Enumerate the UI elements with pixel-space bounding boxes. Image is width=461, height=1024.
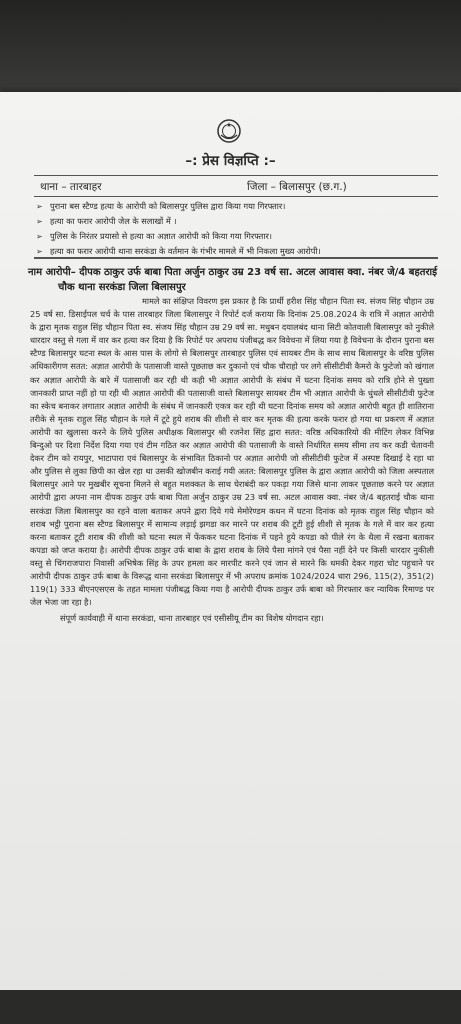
- background-bottom: [0, 990, 461, 1024]
- district-label: जिला – बिलासपुर (छ.ग.): [247, 181, 347, 193]
- arrow-bullet-icon: ➢: [36, 247, 43, 256]
- list-item: ➢ पुराना बस स्टैण्ड हत्या के आरोपी को बिलासपुर पुलिस द्वारा किया गया गिरफ्तार।: [36, 199, 436, 214]
- divider-header: [34, 196, 438, 197]
- arrow-bullet-icon: ➢: [36, 202, 43, 211]
- report-paragraph: मामले का संक्षिप्त विवरण इस प्रकार है कि प्रार्थी हरीश सिंह चौहान पिता स्व. संजय सिंह चौहान उम्र 25 वर्ष सा. डिसाईपल चर्च के पास तारबाहर जिला बिलासपुर ने रिपोर्ट दर्ज कराया कि दिनांक 25.08.2024 के रात्रि में अज्ञात आरोपी के द्वारा मृतक राहुल सिंह चौहान पिता स्व. संजय सिंह चौहान उम्र 29 वर्ष सा. मधुबन दयालबंद थाना सिटी कोतवाली बिलासपुर को नुकीले धारदार वस्तु से गला में वार कर हत्या कर दिया है कि रिपोर्ट पर अपराध पंजीबद्ध कर विवेचना में लिया गया है विवेचना के दौरान पुराना बस स्टैण्ड बिलासपुर घटना स्थल के आस पास के लोगो से बिलासपुर तारबाहर पुलिस एवं सायबर टीम के साथ साथ बिलासपुर के वरिष्ठ पुलिस अधिकारीगण सतत: अज्ञात आरोपी के पतासाजी वास्ते पूछताछ कर दुकानो एवं चौक चौराहो पर लगे सीसीटीवी कैमरो के फुटेजो को खंगाल कर अज्ञात आरोपी के बारे में पतासाजी कर रही थी कही भी अज्ञात आरोपी के संबंध में घटना दिनांक समय को रात्रि होने से पुख्ता जानकारी प्राप्त नहीं हो पा रही थी अज्ञात आरोपी की पतासाजी वास्ते बिलासपुर सायबर टीम भी अज्ञात आरोपी के धुंधले सीसीटीवी फुटेज का स्केच बनाकर लगातार अज्ञात आरोपी के संबंध में जानकारी एकत्र कर रही थी घटना दिनांक समय को अज्ञात आरोपी बहुत ही शातिराना तरीके से मृतक राहुल सिंह चौहान के गले में टूटे हुये शराब की शीशी से वार कर मृतक की हत्या करके फरार हो गया था प्रकरण में अज्ञात आरोपी का खुलासा करने के लिये पुलिस अधीक्षक बिलासपुर श्री रजनेश सिंह द्वारा सतत: वरिष्ठ अधिकारियो की मीटिंग लेकर विभिन्न बिन्दुओ पर दिशा निर्देश दिया गया एवं टीम गठित कर अज्ञात आरोपी की पतासाजी के वास्ते निर्धारित समय सीमा तय कर कडी चेतावनी देकर टीम को रायपुर, भाटापारा एवं बिलासपुर के संभावित ठिकानो पर अज्ञात आरोपी जो सीसीटीवी फुटेज में अस्पष्ट दिखाई दे रहा था और पुलिस से लुका छिपी का खेल रहा था उसकी खोजबीन कराई गयी अतत: बिलासपुर पुलिस के द्वारा अज्ञात आरोपी को जिला अस्पताल बिलासपुर आने पर मुखबीर सूचना मिलने से बहुत मशक्कत के साथ घेराबंदी कर पकड़ा गया जिसे थाना लाकर पूछताछ करने पर अज्ञात आरोपी द्वारा अपना नाम दीपक ठाकुर उर्फ बाबा पिता अर्जुन ठाकुर उम्र 23 वर्ष सा. अटल आवास क्वा. नंबर जे/4 बहतराई चौक थाना सरकंडा जिला बिलासपुर का रहने वाला बताकर अपने द्वारा दिये गये मेमोरेण्डम कथन में घटना दिनांक को मृतक राहुल सिंह चौहान को शराब भट्ठी पुराना बस स्टैण्ड बिलासपुर में सामान्य लड़ाई झगडा कर मारने पर शराब की टूटी हुई शीशी से मृतक के गले में वार कर हत्या करना बताकर टूटी शराब की शीशी को घटना स्थल में फेंककर घटना दिनांक में पहने हुये कपडा को पीले रंग के थैला में रखना बताकर कपडा को जप्त कराया है। आरोपी दीपक ठाकुर उर्फ बाबा के द्वारा शराब के लिये पैसा मांगने एवं पैसा नहीं देने पर किसी धारदार नुकीली वस्तु से चिंगराजपारा निवासी अभिषेक सिंह के उपर हमला कर मारपीट करने एवं जान से मारने कि धमकी देकर गहरा चोट पहुचाने पर आरोपी दीपक ठाकुर उर्फ बाबा के विरूद्ध थाना सरकंडा बिलासपुर में भी अपराध क्रमांक 1024/2024 धारा 296, 115(2), 351(2) 119(1) 333 बीएनएसएस के तहत मामला पंजीबद्ध किया गया है आरोपी दीपक ठाकुर उर्फ बाबा को गिरफ्तार कर न्यायिक रिमाण्ड पर जेल भेजा जा रहा है।: [30, 296, 434, 608]
- police-emblem-icon: [216, 118, 242, 144]
- acknowledgement-paragraph: संपूर्ण कार्यवाही में थाना सरकंडा, थाना तारबाहर एवं एसीसीयू टीम का विशेष योगदान रहा।: [60, 613, 324, 624]
- arrow-bullet-icon: ➢: [36, 232, 43, 241]
- thana-label: थाना – तारबाहर: [40, 181, 102, 193]
- arrow-bullet-icon: ➢: [36, 217, 43, 226]
- accused-details: नाम आरोपी– दीपक ठाकुर उर्फ बाबा पिता अर्जुन ठाकुर उम्र 23 वर्ष सा. अटल आवास क्वा. नंबर जे/4 बहतराई चौक थाना सरकंडा जिला बिलासपुर: [28, 267, 438, 293]
- list-item: ➢ पुलिस के निरंतर प्रयासो से हत्या का अज्ञात आरोपी को किया गया गिरफ्तार।: [36, 229, 436, 244]
- divider-bullets: [34, 257, 438, 259]
- list-item: ➢ हत्या का फरार आरोपी जेल के सलाखों में ।: [36, 214, 436, 229]
- divider-top: [34, 175, 438, 176]
- report-body: [30, 295, 434, 625]
- highlights-list: [36, 199, 436, 259]
- page-title: –: प्रेस विज्ञप्ति :–: [185, 153, 276, 169]
- background-top: [0, 0, 461, 92]
- list-item: ➢ हत्या का फरार आरोपी थाना सरकंडा के वर्तमान के गंभीर मामले में भी निकला मुख्य आरोपी।: [36, 244, 436, 259]
